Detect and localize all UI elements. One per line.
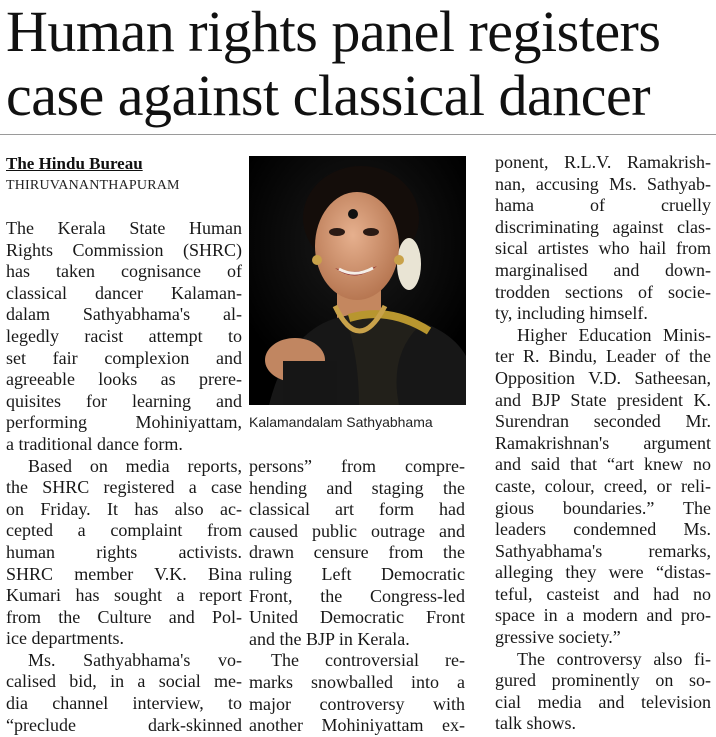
article-column-3 (495, 152, 711, 735)
text-line: caste, colour, creed, or reli- (495, 475, 711, 496)
dateline: THIRUVANANTHAPURAM (6, 178, 180, 193)
text-line: ponent, R.L.V. Ramakrish- (495, 152, 711, 172)
text-line: ice departments. (6, 628, 124, 649)
text-line: has taken cognisance of (6, 261, 242, 282)
text-line: major controversy with (249, 693, 465, 714)
text-line: sical artistes who hail from (495, 238, 711, 259)
headline-line-2: case against classical dancer (6, 63, 651, 128)
text-line: classical dancer Kalaman- (6, 282, 242, 303)
text-line: dia channel interview, to (6, 693, 242, 714)
text-line: The controversy also fi- (517, 648, 711, 669)
article-column-1 (6, 218, 242, 736)
text-line: ter R. Bindu, Leader of the (495, 346, 711, 367)
text-line: cepted a complaint from (6, 520, 242, 541)
photo-caption: Kalamandalam Sathyabhama (249, 414, 433, 430)
text-line: and said that “art knew no (495, 454, 711, 475)
headline-divider (0, 134, 716, 135)
text-line: quisites for learning and (6, 390, 242, 411)
text-line: cial media and television (495, 691, 711, 712)
text-line: Front, the Congress-led (249, 585, 465, 606)
text-line: Ms. Sathyabhama's vo- (28, 649, 242, 670)
text-line: Sathyabhama's remarks, (495, 540, 711, 561)
text-line: space in a modern and pro- (495, 605, 711, 626)
text-line: persons” from compre- (249, 456, 465, 476)
text-line: Higher Education Minis- (517, 324, 711, 345)
text-line: gressive society.” (495, 627, 621, 648)
text-line: on Friday. It has also ac- (6, 498, 242, 519)
text-line: marginalised and down- (495, 259, 711, 280)
text-line: from the Culture and Pol- (6, 606, 242, 627)
text-line: and BJP State president K. (495, 389, 711, 410)
text-line: classical art form had (249, 499, 465, 520)
text-line: Rights Commission (SHRC) (6, 239, 242, 260)
text-line: agreeable looks as prere- (6, 369, 242, 390)
text-line: talk shows. (495, 713, 576, 734)
text-line: Based on media reports, (28, 455, 242, 476)
text-line: performing Mohiniyattam, (6, 412, 242, 433)
headline (6, 0, 712, 128)
text-line: Ramakrishnan's argument (495, 432, 711, 453)
text-line: calised bid, in a social me- (6, 671, 242, 692)
text-line: United Democratic Front (249, 607, 465, 628)
text-line: drawn censure from the (249, 542, 465, 563)
text-line: marks snowballed into a (249, 671, 465, 692)
byline: The Hindu Bureau (6, 154, 143, 173)
text-line: legedly racist attempt to (6, 325, 242, 346)
text-line: ty, including himself. (495, 303, 648, 324)
text-line: SHRC member V.K. Bina (6, 563, 242, 584)
text-line: the SHRC registered a case (6, 477, 242, 498)
text-line: hending and staging the (249, 477, 465, 498)
text-line: ruling Left Democratic (249, 563, 465, 584)
text-line: a traditional dance form. (6, 433, 183, 454)
text-line: The Kerala State Human (6, 218, 242, 238)
text-line: human rights activists. (6, 541, 242, 562)
text-line: caused public outrage and (249, 520, 465, 541)
text-line: alleging they were “distas- (495, 562, 711, 583)
article-column-2 (249, 456, 465, 737)
text-line: nan, accusing Ms. Sathyab- (495, 173, 711, 194)
text-line: gured prominently on so- (495, 670, 711, 691)
text-line: hama of cruelly (495, 195, 711, 216)
text-line: trodden sections of socie- (495, 281, 711, 302)
text-line: The controversial re- (271, 650, 465, 671)
article-photo (249, 156, 466, 405)
text-line: Kumari has sought a report (6, 585, 242, 606)
text-line: another Mohiniyattam ex- (249, 715, 465, 736)
text-line: set fair complexion and (6, 347, 242, 368)
text-line: teful, casteist and had no (495, 583, 711, 604)
text-line: gious boundaries.” The (495, 497, 711, 518)
portrait-image (249, 156, 466, 405)
text-line: discriminating against clas- (495, 216, 711, 237)
text-line: dalam Sathyabhama's al- (6, 304, 242, 325)
text-line: Opposition V.D. Satheesan, (495, 367, 711, 388)
headline-line-1: Human rights panel registers (6, 0, 661, 64)
text-line: “preclude dark-skinned (6, 714, 242, 735)
text-line: Surendran seconded Mr. (495, 411, 711, 432)
text-line: leaders condemned Ms. (495, 519, 711, 540)
text-line: and the BJP in Kerala. (249, 628, 410, 649)
